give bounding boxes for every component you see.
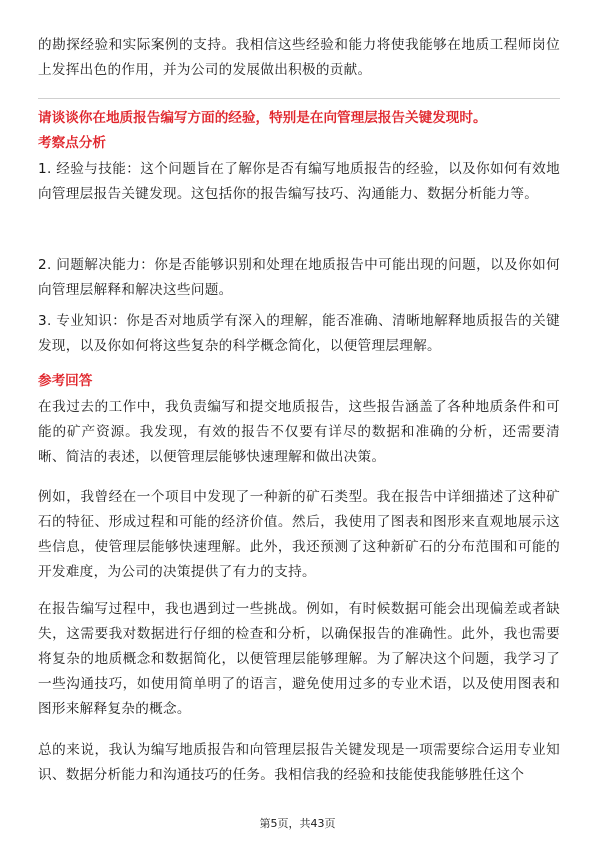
intro-paragraph: 的勘探经验和实际案例的支持。我相信这些经验和能力将使我能够在地质工程师岗位上发挥出色的作用，并为公司的发展做出积极的贡献。: [38, 37, 560, 78]
analysis-point-2: 2. 问题解决能力：你是否能够识别和处理在地质报告中可能出现的问题，以及你如何向管理层解释和解决这些问题。: [38, 257, 560, 298]
page-number: 第5页，共43页: [259, 817, 336, 830]
interview-question: 请谈谈你在地质报告编写方面的经验，特别是在向管理层报告关键发现时。: [38, 110, 487, 126]
section-divider: [38, 98, 560, 99]
answer-paragraph-2: 例如，我曾经在一个项目中发现了一种新的矿石类型。我在报告中详细描述了这种矿石的特征、形成过程和可能的经济价值。然后，我使用了图表和图形来直观地展示这些信息，使管理层能够快速理解。此外，我还预测了这种新矿石的分布范围和可能的开发难度，为公司的决策提供了有力的支持。: [38, 489, 560, 580]
answer-title: 参考回答: [38, 373, 93, 389]
analysis-point-3: 3. 专业知识：你是否对地质学有深入的理解，能否准确、清晰地解释地质报告的关键发现，以及你如何将这些复杂的科学概念简化，以便管理层理解。: [38, 313, 560, 354]
analysis-point-1: 1. 经验与技能：这个问题旨在了解你是否有编写地质报告的经验，以及你如何有效地向管理层报告关键发现。这包括你的报告编写技巧、沟通能力、数据分析能力等。: [38, 161, 560, 202]
answer-paragraph-3: 在报告编写过程中，我也遇到过一些挑战。例如，有时候数据可能会出现偏差或者缺失，这需要我对数据进行仔细的检查和分析，以确保报告的准确性。此外，我也需要将复杂的地质概念和数据简化，以便管理层能够理解。为了解决这个问题，我学习了一些沟通技巧，如使用简单明了的语言，避免使用过多的专业术语，以及使用图表和图形来解释复杂的概念。: [38, 601, 560, 717]
answer-paragraph-4: 总的来说，我认为编写地质报告和向管理层报告关键发现是一项需要综合运用专业知识、数据分析能力和沟通技巧的任务。我相信我的经验和技能使我能够胜任这个: [38, 742, 560, 783]
answer-paragraph-1: 在我过去的工作中，我负责编写和提交地质报告，这些报告涵盖了各种地质条件和可能的矿产资源。我发现，有效的报告不仅要有详尽的数据和准确的分析，还需要清晰、简洁的表述，以便管理层能够快速理解和做出决策。: [38, 399, 560, 465]
analysis-title: 考察点分析: [38, 135, 106, 151]
